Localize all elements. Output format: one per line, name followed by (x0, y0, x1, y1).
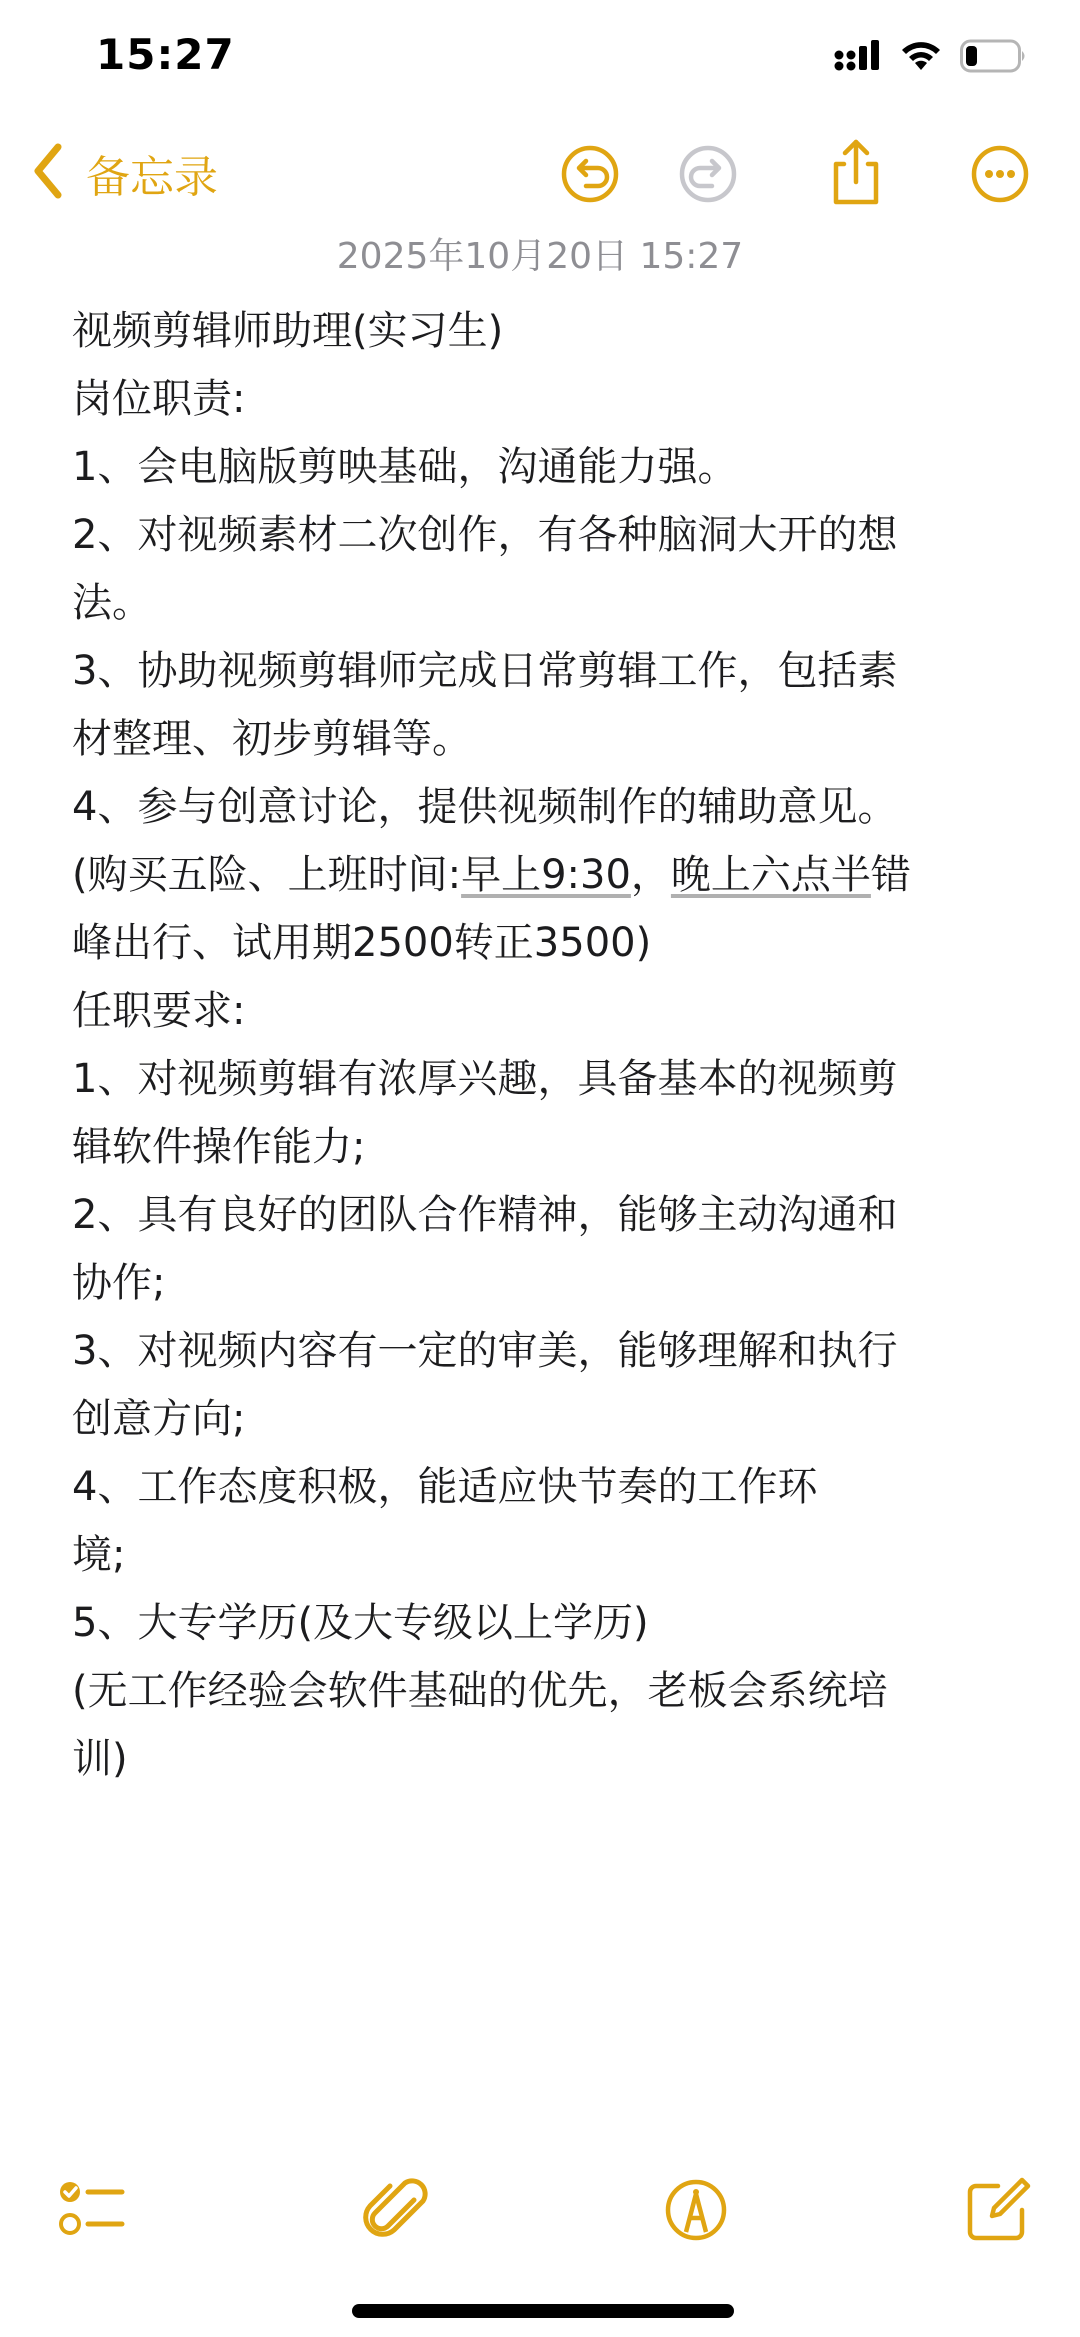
compose-button[interactable] (958, 2170, 1038, 2250)
note-line: 协作; (72, 1260, 166, 1306)
battery-icon (960, 39, 1028, 77)
note-line: 岗位职责: (72, 376, 246, 422)
note-line: 任职要求: (72, 988, 246, 1034)
note-line: 训) (72, 1736, 128, 1782)
note-line: 3、对视频内容有一定的审美，能够理解和执行 (72, 1328, 898, 1374)
wifi-icon (900, 40, 942, 76)
note-line: 辑软件操作能力; (72, 1124, 366, 1170)
undo-button[interactable] (552, 136, 628, 212)
note-line: 4、工作态度积极，能适应快节奏的工作环 (72, 1464, 818, 1510)
chevron-left-icon (30, 143, 66, 203)
note-body[interactable] (72, 297, 1012, 1793)
status-time: 15:27 (96, 30, 235, 79)
redo-icon (670, 197, 746, 216)
note-line: 法。 (72, 580, 152, 626)
status-icons (834, 38, 1028, 78)
home-indicator (352, 2304, 734, 2318)
note-line-with-links (72, 841, 1012, 909)
note-line: 5、大专学历(及大专级以上学历) (72, 1600, 649, 1646)
markup-icon (656, 2235, 736, 2254)
attachment-button[interactable] (356, 2170, 436, 2250)
compose-icon (958, 2235, 1038, 2254)
checklist-icon (52, 2235, 132, 2254)
note-line: (无工作经验会软件基础的优先，老板会系统培 (72, 1668, 888, 1714)
nav-bar (0, 130, 1080, 220)
checklist-button[interactable] (52, 2170, 132, 2250)
note-text: 错 (870, 852, 911, 898)
note-line: 1、会电脑版剪映基础，沟通能力强。 (72, 444, 738, 490)
note-line: 1、对视频剪辑有浓厚兴趣，具备基本的视频剪 (72, 1056, 898, 1102)
cellular-signal-icon (834, 40, 882, 76)
note-text: ， (630, 852, 671, 898)
note-line: 峰出行、试用期2500转正3500) (72, 920, 652, 966)
note-line: 创意方向; (72, 1396, 246, 1442)
back-button[interactable] (30, 138, 218, 208)
back-label: 备忘录 (86, 152, 218, 203)
share-icon (818, 197, 894, 216)
note-line: 2、具有良好的团队合作精神，能够主动沟通和 (72, 1192, 898, 1238)
redo-button[interactable] (670, 136, 746, 212)
attachment-icon (356, 2235, 436, 2254)
note-line: 4、参与创意讨论，提供视频制作的辅助意见。 (72, 784, 898, 830)
note-text: (购买五险、上班时间: (72, 852, 462, 898)
note-line: 材整理、初步剪辑等。 (72, 716, 472, 762)
share-button[interactable] (818, 136, 894, 212)
note-line: 视频剪辑师助理(实习生) (72, 308, 504, 354)
more-icon (962, 197, 1038, 216)
note-line: 2、对视频素材二次创作，有各种脑洞大开的想 (72, 512, 898, 558)
time-link-morning[interactable]: 早上9:30 (461, 852, 631, 898)
note-date: 2025年10月20日 15:27 (336, 236, 744, 277)
status-bar (0, 0, 1080, 120)
markup-button[interactable] (656, 2170, 736, 2250)
more-button[interactable] (962, 136, 1038, 212)
bottom-toolbar (0, 2160, 1080, 2250)
note-line: 3、协助视频剪辑师完成日常剪辑工作，包括素 (72, 648, 898, 694)
note-line: 境; (72, 1532, 126, 1578)
time-link-evening[interactable]: 晚上六点半 (670, 852, 871, 898)
undo-icon (552, 197, 628, 216)
